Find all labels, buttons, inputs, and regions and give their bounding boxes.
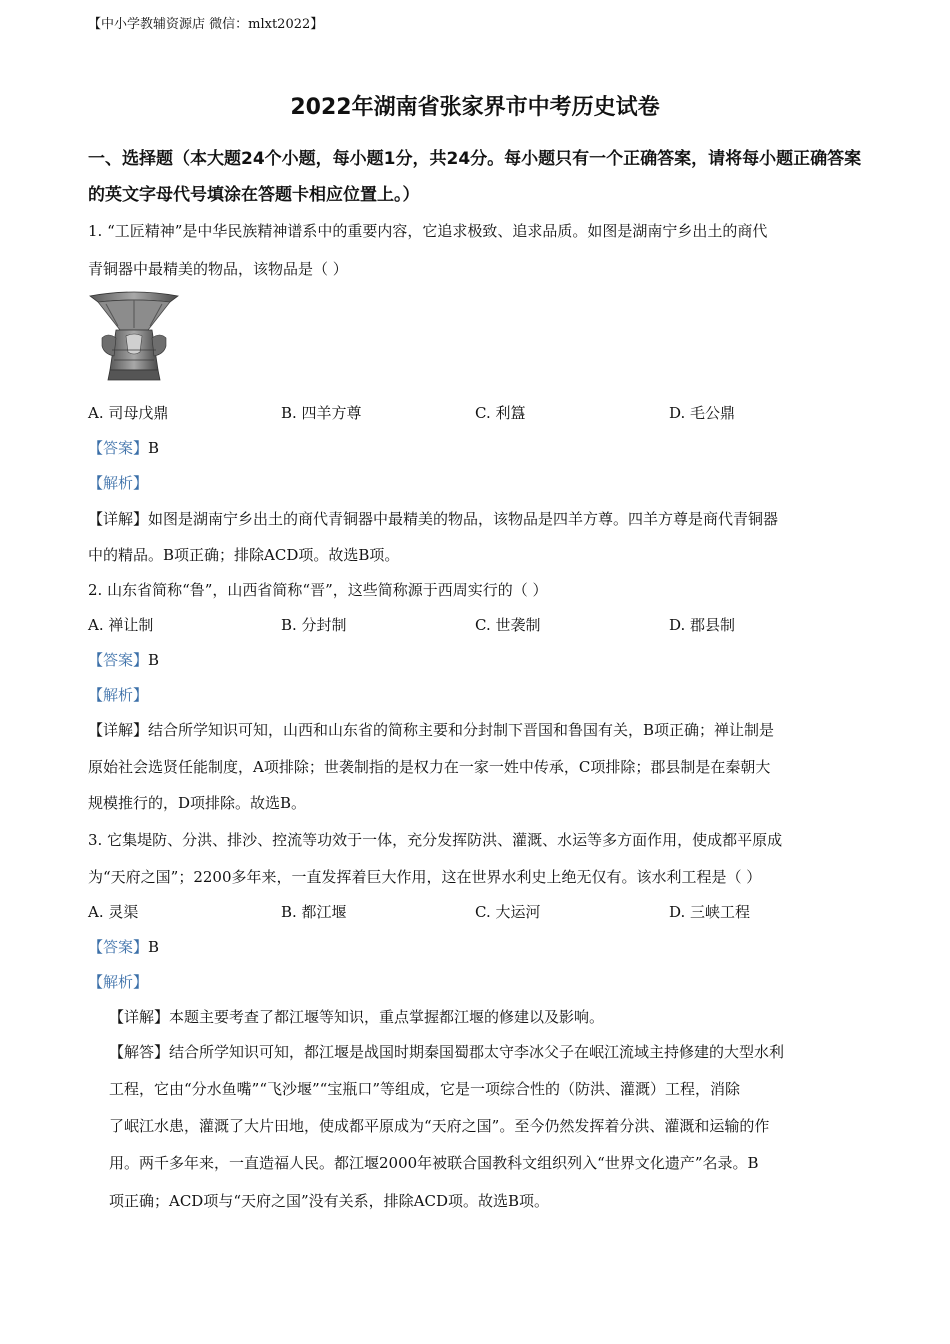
answer-label: 【答案】 bbox=[88, 938, 149, 956]
question-3-option-b: B. 都江堰 bbox=[281, 903, 347, 921]
question-2-detail-line-3: 规模推行的，D项排除。故选B。 bbox=[88, 794, 307, 812]
question-2-option-d: D. 郡县制 bbox=[669, 616, 736, 634]
question-3-option-c: C. 大运河 bbox=[475, 903, 541, 921]
question-2-detail-line-1: 【详解】结合所学知识可知，山西和山东省的简称主要和分封制下晋国和鲁国有关，B项正确；禅让制是 bbox=[88, 721, 775, 739]
page-title: 2022年湖南省张家界市中考历史试卷 bbox=[290, 95, 660, 120]
question-2-detail-line-2: 原始社会选贤任能制度，A项排除；世袭制指的是权力在一家一姓中传承，C项排除；郡县制是在秦朝大 bbox=[88, 758, 771, 776]
question-1-option-c: C. 利簋 bbox=[475, 404, 526, 422]
question-3-option-a: A. 灵渠 bbox=[88, 903, 139, 921]
question-2-option-a: A. 禅让制 bbox=[88, 616, 154, 634]
question-2-analysis-label: 【解析】 bbox=[88, 686, 149, 704]
question-3-detail-line-1: 【详解】本题主要考查了都江堰等知识，重点掌握都江堰的修建以及影响。 bbox=[109, 1008, 605, 1026]
answer-value: B bbox=[148, 439, 160, 457]
question-3-stem-line-2: 为“天府之国”；2200多年来，一直发挥着巨大作用，这在世界水利史上绝无仅有。该水利工程是（ ） bbox=[88, 868, 762, 886]
question-3-stem-line-1: 3. 它集堤防、分洪、排沙、控流等功效于一体，充分发挥防洪、灌溉、水运等多方面作用，使成都平原成 bbox=[88, 831, 783, 849]
answer-value: B bbox=[148, 938, 160, 956]
question-3-detail-line-3: 工程，它由“分水鱼嘴”“飞沙堰”“宝瓶口”等组成，它是一项综合性的（防洪、灌溉）工程，消除 bbox=[109, 1080, 741, 1098]
answer-value: B bbox=[148, 651, 160, 669]
answer-label: 【答案】 bbox=[88, 651, 149, 669]
question-1-detail-line-1: 【详解】如图是湖南宁乡出土的商代青铜器中最精美的物品，该物品是四羊方尊。四羊方尊是商代青铜器 bbox=[88, 510, 779, 528]
question-1-analysis-label: 【解析】 bbox=[88, 474, 149, 492]
header-note: 【中小学教辅资源店 微信：mlxt2022】 bbox=[88, 17, 324, 32]
question-3-answer bbox=[88, 936, 159, 957]
question-3-detail-line-5: 用。两千多年来，一直造福人民。都江堰2000年被联合国教科文组织列入“世界文化遗产”名录。B bbox=[109, 1154, 759, 1172]
question-1-detail-line-2: 中的精品。B项正确；排除ACD项。故选B项。 bbox=[88, 546, 400, 564]
question-2-stem: 2. 山东省简称“鲁”，山西省简称“晋”，这些简称源于西周实行的（ ） bbox=[88, 581, 548, 599]
bronze-vessel-image bbox=[88, 290, 180, 382]
question-1-stem-line-1: 1. “工匠精神”是中华民族精神谱系中的重要内容，它追求极致、追求品质。如图是湖南宁乡出土的商代 bbox=[88, 222, 768, 240]
question-3-detail-line-4: 了岷江水患，灌溉了大片田地，使成都平原成为“天府之国”。至今仍然发挥着分洪、灌溉和运输的作 bbox=[109, 1117, 770, 1135]
answer-label: 【答案】 bbox=[88, 439, 149, 457]
question-3-detail-line-2: 【解答】结合所学知识可知，都江堰是战国时期秦国蜀郡太守李冰父子在岷江流域主持修建的大型水利 bbox=[109, 1043, 785, 1061]
question-3-detail-line-6: 项正确；ACD项与“天府之国”没有关系，排除ACD项。故选B项。 bbox=[109, 1192, 550, 1210]
question-3-option-d: D. 三峡工程 bbox=[669, 903, 751, 921]
question-1-option-d: D. 毛公鼎 bbox=[669, 404, 736, 422]
question-2-option-c: C. 世袭制 bbox=[475, 616, 541, 634]
question-3-analysis-label: 【解析】 bbox=[88, 973, 149, 991]
question-1-option-b: B. 四羊方尊 bbox=[281, 404, 362, 422]
section-heading: 一、选择题（本大题24个小题，每小题1分，共24分。每小题只有一个正确答案，请将每小题正确答案的英文字母代号填涂在答题卡相应位置上。） bbox=[88, 149, 862, 205]
question-1-stem-line-2: 青铜器中最精美的物品，该物品是（ ） bbox=[88, 260, 348, 278]
question-2-option-b: B. 分封制 bbox=[281, 616, 347, 634]
question-1-option-a: A. 司母戊鼎 bbox=[88, 404, 169, 422]
question-1-answer bbox=[88, 437, 159, 458]
question-2-answer bbox=[88, 649, 159, 670]
